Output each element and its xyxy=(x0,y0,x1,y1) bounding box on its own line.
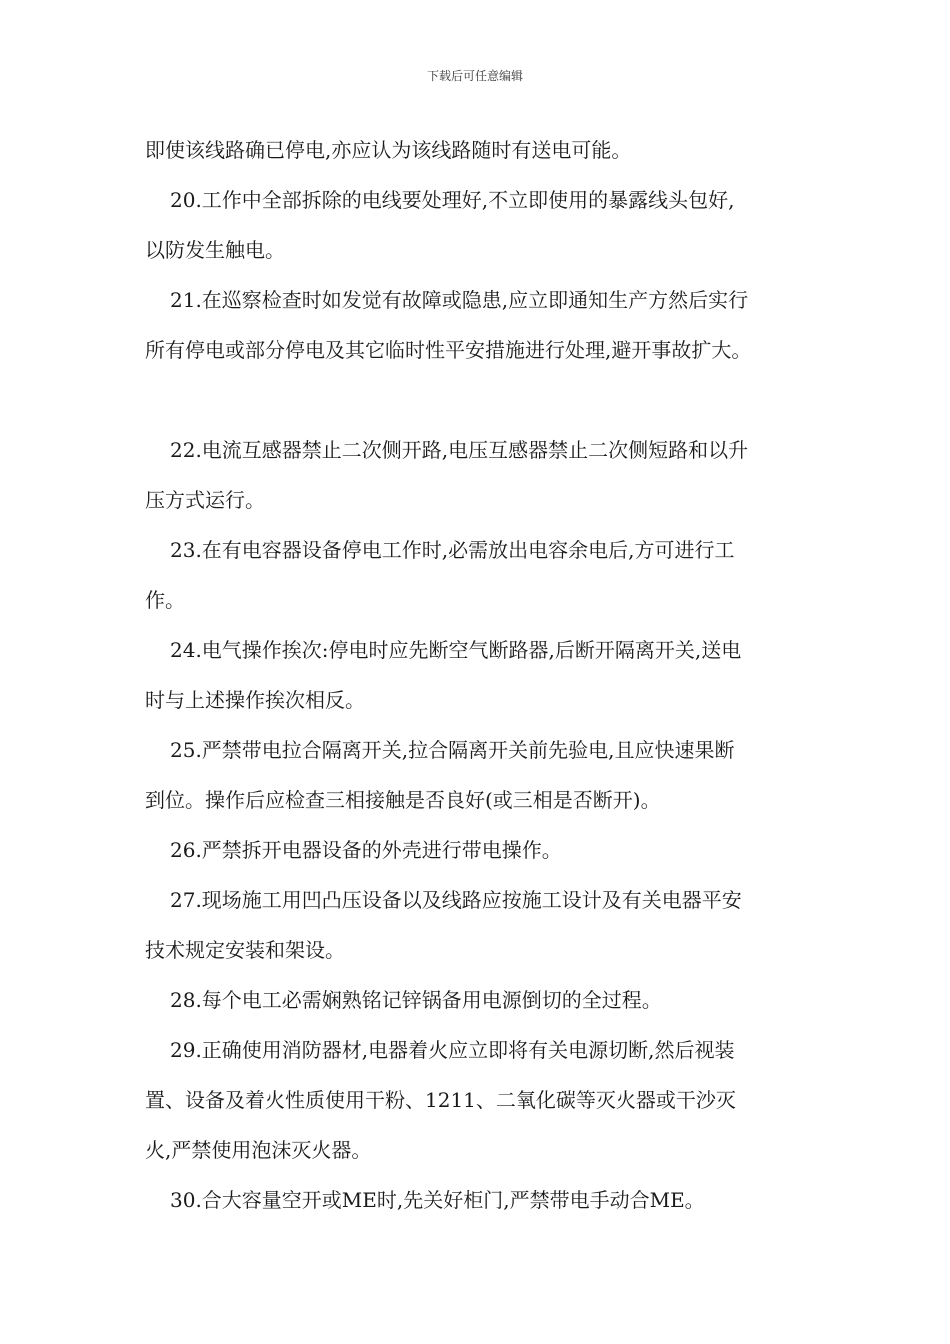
text-line: 23.在有电容器设备停电工作时,必需放出电容余电后,方可进行工 xyxy=(170,538,735,562)
text-line: 25.严禁带电拉合隔离开关,拉合隔离开关前先验电,且应快速果断 xyxy=(170,738,735,762)
text-line: 所有停电或部分停电及其它临时性平安措施进行处理,避开事故扩大。 xyxy=(145,338,752,362)
text-line: 24.电气操作挨次:停电时应先断空气断路器,后断开隔离开关,送电 xyxy=(170,638,742,662)
text-line: 22.电流互感器禁止二次侧开路,电压互感器禁止二次侧短路和以升 xyxy=(170,438,749,462)
text-line: 压方式运行。 xyxy=(145,488,265,512)
text-line: 20.工作中全部拆除的电线要处理好,不立即使用的暴露线头包好, xyxy=(170,188,735,212)
text-line: 27.现场施工用凹凸压设备以及线路应按施工设计及有关电器平安 xyxy=(170,888,742,912)
text-line: 即使该线路确已停电,亦应认为该线路随时有送电可能。 xyxy=(145,138,632,162)
text-line: 时与上述操作挨次相反。 xyxy=(145,688,365,712)
text-line: 以防发生触电。 xyxy=(145,238,285,262)
text-line: 26.严禁拆开电器设备的外壳进行带电操作。 xyxy=(170,838,562,862)
text-line: 21.在巡察检查时如发觉有故障或隐患,应立即通知生产方然后实行 xyxy=(170,288,749,312)
text-line: 29.正确使用消防器材,电器着火应立即将有关电源切断,然后视装 xyxy=(170,1038,735,1062)
text-line: 技术规定安装和架设。 xyxy=(145,938,345,962)
text-line: 作。 xyxy=(145,588,185,612)
text-line: 火,严禁使用泡沫灭火器。 xyxy=(145,1138,372,1162)
text-line: 到位。操作后应检查三相接触是否良好(或三相是否断开)。 xyxy=(145,788,661,812)
page-header: 下载后可任意编辑 xyxy=(426,69,523,83)
text-line: 28.每个电工必需娴熟铭记锌锅备用电源倒切的全过程。 xyxy=(170,988,662,1012)
text-line: 30.合大容量空开或ME时,先关好柜门,严禁带电手动合ME。 xyxy=(170,1188,705,1212)
text-line: 置、设备及着火性质使用干粉、1211、二氧化碳等灭火器或干沙灭 xyxy=(145,1088,736,1112)
